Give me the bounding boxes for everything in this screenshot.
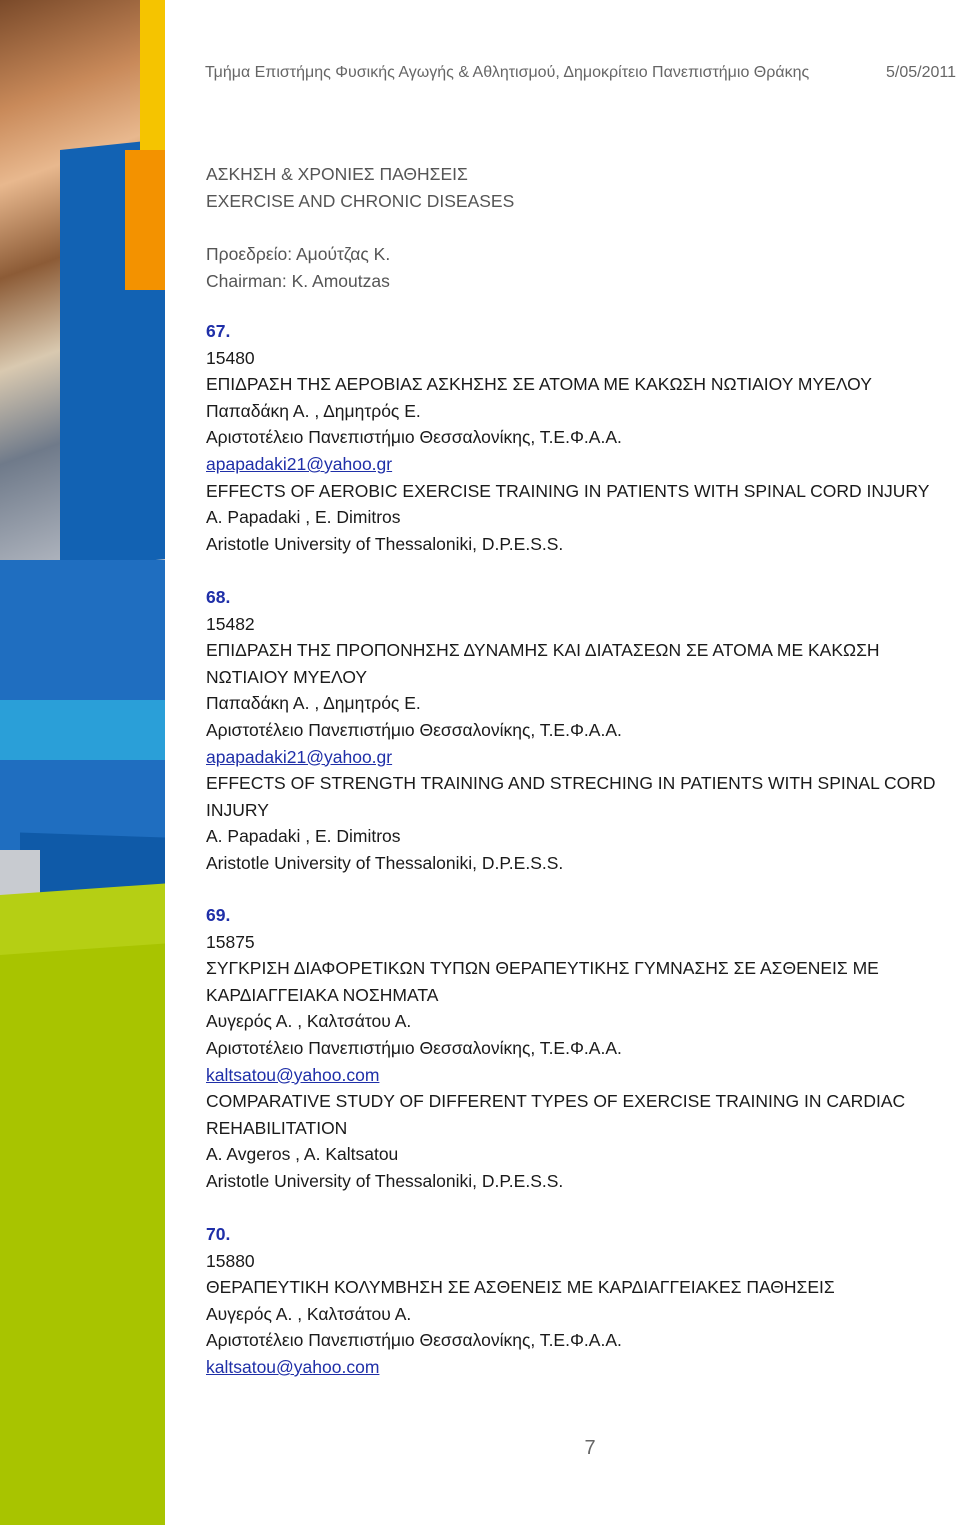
- green-band: [0, 895, 165, 1525]
- entry-affiliation-greek: Αριστοτέλειο Πανεπιστήμιο Θεσσαλονίκης, Τ.Ε.Φ.Α.Α.: [206, 719, 622, 740]
- entry-authors-english: A. Papadaki , E. Dimitros: [206, 507, 401, 528]
- page-number: 7: [584, 1437, 596, 1459]
- entry-title-english: EFFECTS OF AEROBIC EXERCISE TRAINING IN PATIENTS WITH SPINAL CORD INJURY: [206, 480, 930, 501]
- page-header: [205, 64, 956, 86]
- entry-affiliation-greek: Αριστοτέλειο Πανεπιστήμιο Θεσσαλονίκης, Τ.Ε.Φ.Α.Α.: [206, 1330, 622, 1351]
- abstract-entry: [206, 902, 958, 1195]
- entry-authors-english: A. Avgeros , A. Kaltsatou: [206, 1144, 399, 1165]
- entry-email-link[interactable]: apapadaki21@yahoo.gr: [206, 453, 393, 474]
- entry-code: 15880: [206, 1250, 255, 1271]
- entry-email-link[interactable]: kaltsatou@yahoo.com: [206, 1064, 380, 1085]
- entry-number: 68.: [206, 587, 231, 607]
- entry-title-greek: ΣΥΓΚΡΙΣΗ ΔΙΑΦΟΡΕΤΙΚΩΝ ΤΥΠΩΝ ΘΕΡΑΠΕΥΤΙΚΗΣ ΓΥΜΝΑΣΗΣ ΣΕ ΑΣΘΕΝΕΙΣ ΜΕ ΚΑΡΔΙΑΓΓΕΙΑΚΑ ΝΟΣΗΜΑΤΑ: [206, 958, 879, 1005]
- entry-code: 15482: [206, 613, 255, 634]
- section-title-greek: ΑΣΚΗΣΗ & ΧΡΟΝΙΕΣ ΠΑΘΗΣΕΙΣ: [206, 164, 468, 184]
- entry-email-link[interactable]: kaltsatou@yahoo.com: [206, 1356, 380, 1377]
- entry-affiliation-english: Aristotle University of Thessaloniki, D.P.E.S.S.: [206, 533, 564, 554]
- abstract-entry: [206, 318, 958, 557]
- entry-code: 15875: [206, 931, 255, 952]
- entry-authors-greek: Αυγερός Α. , Καλτσάτου Α.: [206, 1303, 412, 1324]
- entry-number: 70.: [206, 1224, 231, 1244]
- header-date: 5/05/2011: [886, 64, 956, 81]
- entry-affiliation-greek: Αριστοτέλειο Πανεπιστήμιο Θεσσαλονίκης, Τ.Ε.Φ.Α.Α.: [206, 427, 622, 448]
- abstract-entry: [206, 1221, 958, 1381]
- chair-info: [206, 241, 390, 295]
- orange-band: [125, 150, 165, 290]
- entry-authors-greek: Παπαδάκη Α. , Δημητρός Ε.: [206, 693, 421, 714]
- chair-greek: Προεδρείο: Αμούτζας Κ.: [206, 244, 391, 264]
- entry-title-english: COMPARATIVE STUDY OF DIFFERENT TYPES OF EXERCISE TRAINING IN CARDIAC REHABILITATION: [206, 1091, 906, 1138]
- abstract-entry: [206, 584, 958, 877]
- entry-number: 67.: [206, 321, 231, 341]
- green-band-top: [0, 883, 165, 955]
- decorative-side-strip: [0, 0, 165, 1525]
- entry-code: 15480: [206, 347, 255, 368]
- entry-title-greek: ΕΠΙΔΡΑΣΗ ΤΗΣ ΠΡΟΠΟΝΗΣΗΣ ΔΥΝΑΜΗΣ ΚΑΙ ΔΙΑΤΑΣΕΩΝ ΣΕ ΑΤΟΜΑ ΜΕ ΚΑΚΩΣΗ ΝΩΤΙΑΙΟΥ ΜΥΕΛΟΥ: [206, 640, 880, 687]
- section-title-english: EXERCISE AND CHRONIC DISEASES: [206, 191, 515, 211]
- entry-title-english: EFFECTS OF STRENGTH TRAINING AND STRECHING IN PATIENTS WITH SPINAL CORD INJURY: [206, 773, 936, 820]
- entry-affiliation-english: Aristotle University of Thessaloniki, D.P.E.S.S.: [206, 1170, 564, 1191]
- entry-affiliation-english: Aristotle University of Thessaloniki, D.P.E.S.S.: [206, 852, 564, 873]
- chair-english: Chairman: K. Amoutzas: [206, 271, 390, 291]
- header-institution: Τμήμα Επιστήμης Φυσικής Αγωγής & Αθλητισμού, Δημοκρίτειο Πανεπιστήμιο Θράκης: [205, 64, 810, 81]
- cyan-band: [0, 700, 165, 760]
- entry-authors-greek: Παπαδάκη Α. , Δημητρός Ε.: [206, 400, 421, 421]
- entry-affiliation-greek: Αριστοτέλειο Πανεπιστήμιο Θεσσαλονίκης, Τ.Ε.Φ.Α.Α.: [206, 1037, 622, 1058]
- entry-number: 69.: [206, 905, 231, 925]
- entry-authors-english: A. Papadaki , E. Dimitros: [206, 826, 401, 847]
- entry-title-greek: ΕΠΙΔΡΑΣΗ ΤΗΣ ΑΕΡΟΒΙΑΣ ΑΣΚΗΣΗΣ ΣΕ ΑΤΟΜΑ ΜΕ ΚΑΚΩΣΗ ΝΩΤΙΑΙΟΥ ΜΥΕΛΟΥ: [206, 374, 872, 395]
- entry-authors-greek: Αυγερός Α. , Καλτσάτου Α.: [206, 1011, 412, 1032]
- entry-email-link[interactable]: apapadaki21@yahoo.gr: [206, 746, 393, 767]
- entry-title-greek: ΘΕΡΑΠΕΥΤΙΚΗ ΚΟΛΥΜΒΗΣΗ ΣΕ ΑΣΘΕΝΕΙΣ ΜΕ ΚΑΡΔΙΑΓΓΕΙΑΚΕΣ ΠΑΘΗΣΕΙΣ: [206, 1277, 835, 1298]
- section-title: [206, 161, 514, 215]
